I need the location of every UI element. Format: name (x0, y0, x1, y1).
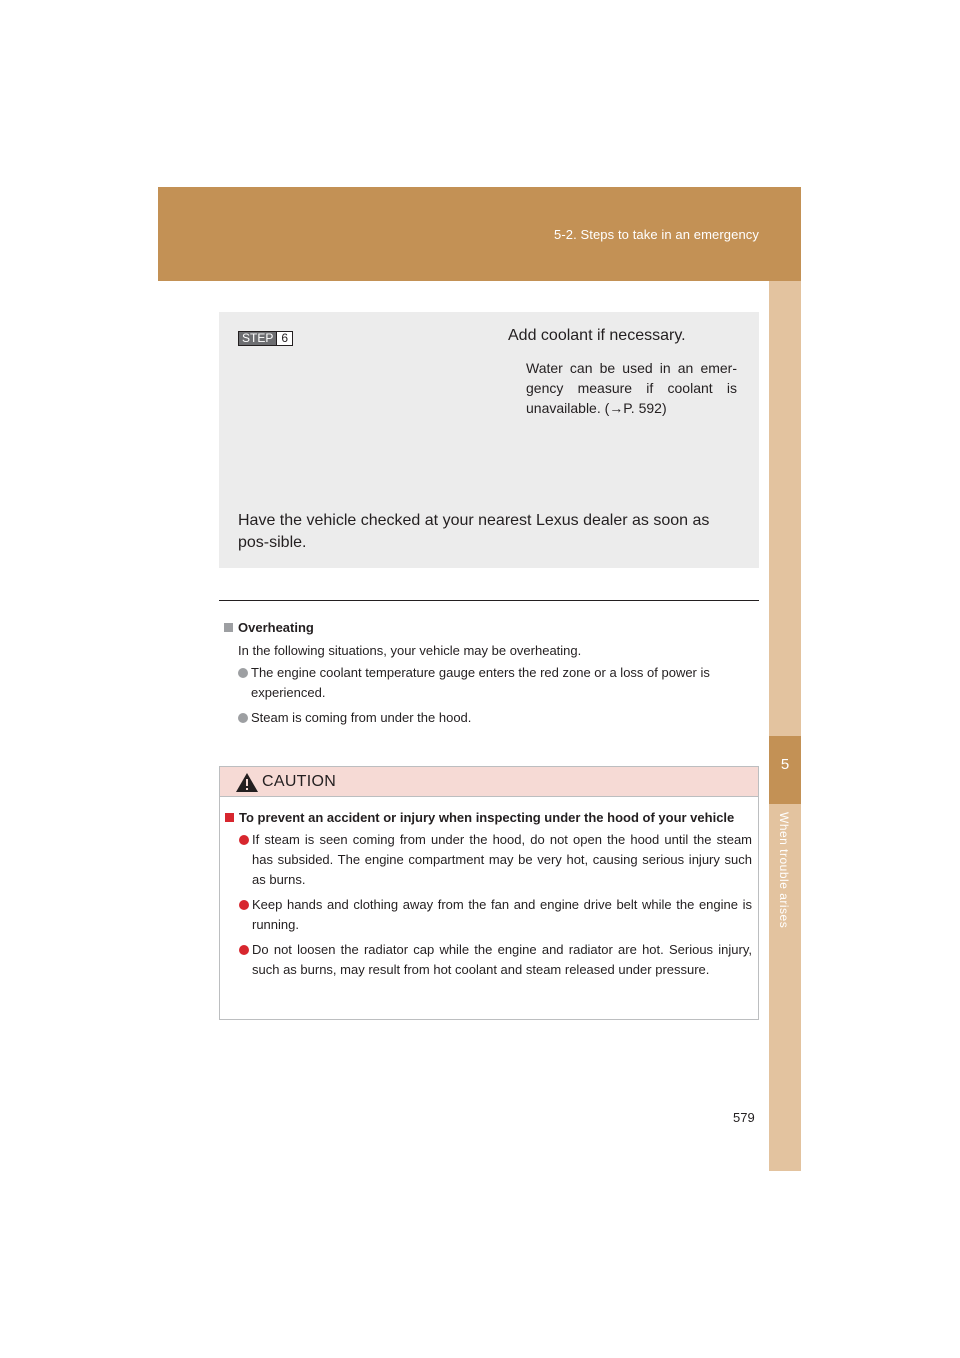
list-item-text: Keep hands and clothing away from the fan and engine drive belt while the engine is running. (252, 897, 752, 932)
step-badge-number: 6 (276, 332, 292, 345)
side-strip (769, 281, 801, 1171)
square-bullet-icon (225, 813, 234, 822)
square-bullet-icon (224, 623, 233, 632)
list-item-text: Steam is coming from under the hood. (251, 710, 472, 725)
header-band (158, 187, 801, 281)
overheating-heading-text: Overheating (238, 620, 314, 635)
warning-triangle-icon (235, 772, 259, 793)
list-item (224, 708, 752, 728)
caution-box (219, 766, 759, 1020)
step-note: Water can be used in an emer-gency measure if coolant is unavailable. (→P. 592) (526, 360, 737, 416)
caution-heading (225, 810, 752, 825)
list-item (224, 663, 752, 703)
list-item-text: If steam is seen coming from under the hood, do not open the hood until the steam has subsided. The engine compartment may be very hot, causing serious injury such as burns. (252, 832, 752, 887)
step-badge (238, 331, 293, 346)
caution-body (220, 797, 758, 980)
overheating-intro: In the following situations, your vehicle may be overheating. (238, 643, 582, 658)
caution-header (220, 767, 758, 797)
list-item (225, 830, 752, 890)
chapter-tab[interactable] (769, 736, 801, 804)
step-closing: Have the vehicle checked at your nearest Lexus dealer as soon as pos-sible. (238, 512, 710, 551)
caution-list (225, 830, 752, 980)
circle-bullet-icon (239, 900, 249, 910)
chapter-label-text: When trouble arises (777, 812, 791, 929)
list-item (225, 940, 752, 980)
caution-title: CAUTION (262, 773, 337, 790)
step-box (219, 312, 759, 568)
circle-bullet-icon (238, 668, 248, 678)
step-badge-label: STEP (239, 332, 276, 345)
overheating-section (224, 620, 752, 728)
section-divider (219, 600, 759, 601)
list-item-text: The engine coolant temperature gauge enters the red zone or a loss of power is experienced. (251, 665, 710, 700)
circle-bullet-icon (239, 835, 249, 845)
page-number: 579 (733, 1110, 755, 1125)
caution-heading-text: To prevent an accident or injury when inspecting under the hood of your vehicle (239, 810, 735, 825)
chapter-number: 5 (780, 756, 790, 773)
step-heading: Add coolant if necessary. (508, 327, 686, 344)
overheating-heading (224, 620, 752, 635)
circle-bullet-icon (238, 713, 248, 723)
list-item (225, 895, 752, 935)
chapter-label (769, 806, 801, 946)
section-title: 5-2. Steps to take in an emergency (553, 227, 759, 242)
circle-bullet-icon (239, 945, 249, 955)
list-item-text: Do not loosen the radiator cap while the engine and radiator are hot. Serious injury, such as burns, may result from hot coolant and steam released under pressure. (252, 942, 752, 977)
